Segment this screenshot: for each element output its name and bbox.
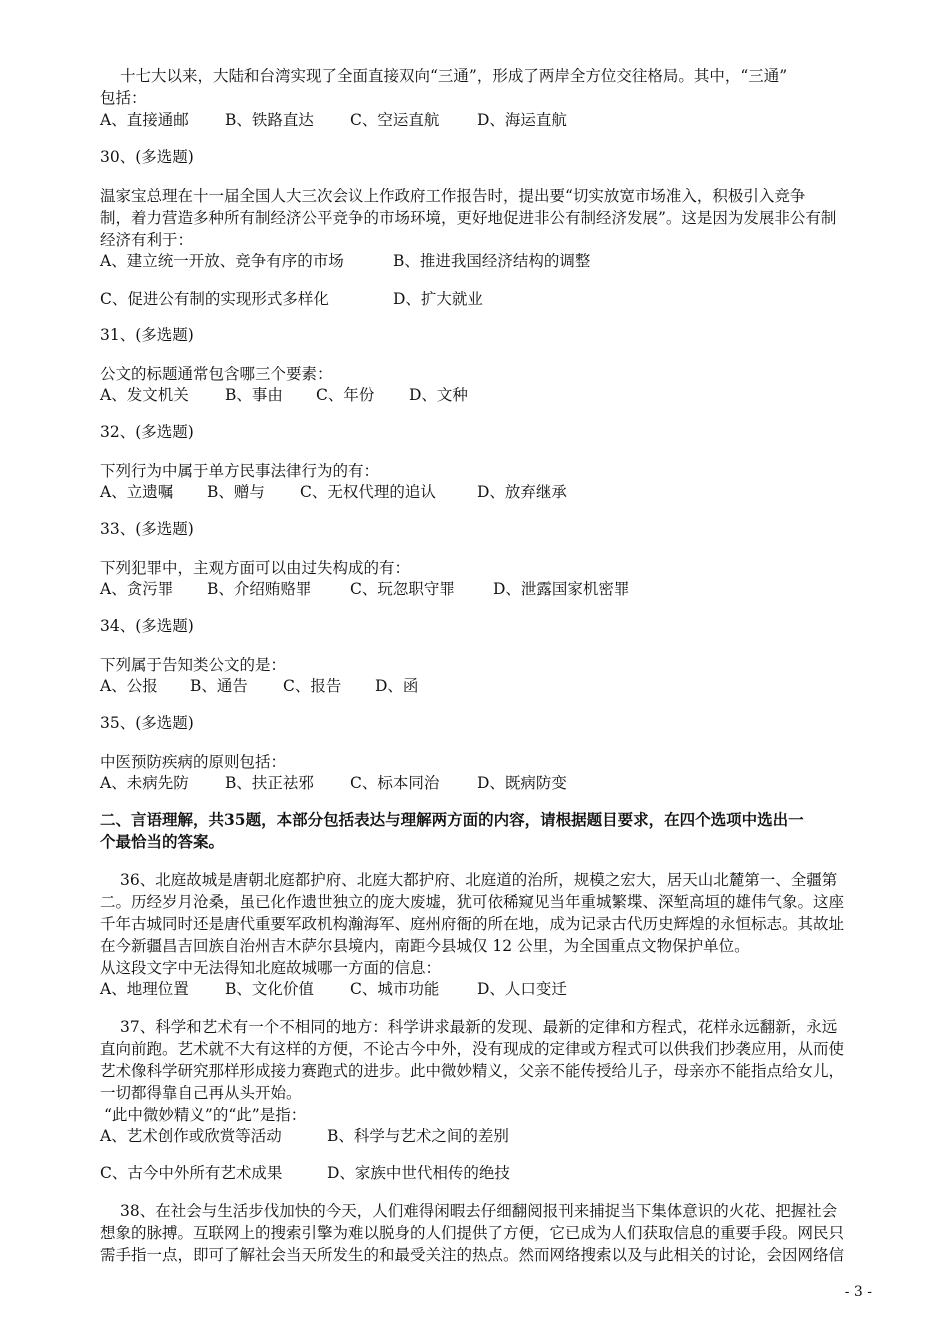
q34-header: 34、(多选题) bbox=[100, 617, 194, 635]
section-2-heading-line-1: 二、言语理解，共35题，本部分包括表达与理解两方面的内容，请根据题目要求，在四个选项中选出一 bbox=[100, 810, 804, 829]
q34-option-a: A、公报 bbox=[100, 677, 158, 695]
q30-stem-line-1: 温家宝总理在十一届全国人大三次会议上作政府工作报告时，提出要“切实放宽市场准入，积极引入竞争 bbox=[100, 187, 806, 205]
q37-option-d: D、家族中世代相传的绝技 bbox=[327, 1164, 510, 1182]
q36-stem-line-3: 千年古城同时还是唐代重要军政机构瀚海军、庭州府衙的所在地，成为记录古代历史辉煌的永恒标志。其故址 bbox=[100, 915, 845, 933]
q31-header: 31、(多选题) bbox=[100, 326, 194, 344]
q30-option-c: C、促进公有制的实现形式多样化 bbox=[100, 290, 329, 308]
q31-stem-line-1: 公文的标题通常包含哪三个要素： bbox=[100, 365, 333, 383]
q38-stem-line-1: 38、在社会与生活步伐加快的今天，人们难得闲暇去仔细翻阅报刊来捕捉当下集体意识的火花、把握社会 bbox=[120, 1202, 838, 1220]
page-number: - 3 - bbox=[844, 1284, 872, 1300]
q36-option-d: D、人口变迁 bbox=[477, 980, 567, 998]
q31-option-a: A、发文机关 bbox=[100, 386, 189, 404]
q37-option-c: C、古今中外所有艺术成果 bbox=[100, 1164, 283, 1182]
q38-stem-line-2: 想象的脉搏。互联网上的搜索引擎为难以脱身的人们提供了方便，它已成为人们获取信息的重要手段。网民只 bbox=[100, 1224, 845, 1242]
q37-stem-line-1: 37、科学和艺术有一个不相同的地方：科学讲求最新的发现、最新的定律和方程式，花样永远翻新，永远 bbox=[120, 1018, 838, 1036]
q33-stem-line-1: 下列犯罪中，主观方面可以由过失构成的有： bbox=[100, 559, 411, 577]
q36-option-b: B、文化价值 bbox=[225, 980, 314, 998]
q32-option-d: D、放弃继承 bbox=[477, 483, 567, 501]
q36-stem-line-4: 在今新疆昌吉回族自治州吉木萨尔县境内，南距今县城仅 12 公里，为全国重点文物保护单位。 bbox=[100, 937, 750, 955]
q36-option-c: C、城市功能 bbox=[350, 980, 440, 998]
q35-stem-line-1: 中医预防疾病的原则包括： bbox=[100, 753, 287, 771]
q34-option-d: D、函 bbox=[375, 677, 419, 695]
q33-option-a: A、贪污罪 bbox=[100, 580, 174, 598]
q37-stem-line-3: 艺术像科学研究那样形成接力赛跑式的进步。此中微妙精义，父亲不能传授给儿子，母亲亦不能指点给女儿， bbox=[100, 1062, 845, 1080]
q29-stem-line-2: 包括： bbox=[100, 89, 147, 107]
q32-option-c: C、无权代理的追认 bbox=[300, 483, 436, 501]
q30-option-a: A、建立统一开放、竞争有序的市场 bbox=[100, 252, 344, 270]
q32-option-a: A、立遗嘱 bbox=[100, 483, 174, 501]
q32-stem-line-1: 下列行为中属于单方民事法律行为的有： bbox=[100, 462, 380, 480]
q37-option-a: A、艺术创作或欣赏等活动 bbox=[100, 1127, 282, 1145]
q31-option-c: C、年份 bbox=[316, 386, 375, 404]
q33-option-c: C、玩忽职守罪 bbox=[350, 580, 455, 598]
q36-stem-line-1: 36、北庭故城是唐朝北庭都护府、北庭大都护府、北庭道的治所，规模之宏大，居天山北麓第一、全疆第 bbox=[120, 871, 838, 889]
q31-option-b: B、事由 bbox=[225, 386, 283, 404]
q33-option-d: D、泄露国家机密罪 bbox=[493, 580, 630, 598]
q29-option-c: C、空运直航 bbox=[350, 111, 440, 129]
q37-option-b: B、科学与艺术之间的差别 bbox=[327, 1127, 509, 1145]
q35-option-a: A、未病先防 bbox=[100, 774, 189, 792]
q30-header: 30、(多选题) bbox=[100, 148, 194, 166]
section-2-heading-line-2: 个最恰当的答案。 bbox=[100, 832, 225, 851]
q29-option-b: B、铁路直达 bbox=[225, 111, 314, 129]
q30-option-b: B、推进我国经济结构的调整 bbox=[393, 252, 591, 270]
q29-option-d: D、海运直航 bbox=[477, 111, 567, 129]
q29-stem-line-1: 十七大以来，大陆和台湾实现了全面直接双向“三通”，形成了两岸全方位交往格局。其中，“三通” bbox=[120, 67, 788, 85]
q33-option-b: B、介绍贿赂罪 bbox=[207, 580, 312, 598]
q30-stem-line-2: 制，着力营造多种所有制经济公平竞争的市场环境，更好地促进非公有制经济发展”。这是因为发展非公有制 bbox=[100, 209, 837, 227]
q35-option-b: B、扶正祛邪 bbox=[225, 774, 314, 792]
q34-option-c: C、报告 bbox=[283, 677, 342, 695]
q31-option-d: D、文种 bbox=[409, 386, 468, 404]
q36-question: 从这段文字中无法得知北庭故城哪一方面的信息： bbox=[100, 959, 442, 977]
q35-header: 35、(多选题) bbox=[100, 714, 194, 732]
q30-option-d: D、扩大就业 bbox=[393, 290, 483, 308]
q37-stem-line-2: 直向前跑。艺术就不大有这样的方便，不论古今中外，没有现成的定律或方程式可以供我们抄袭应用，从而使 bbox=[100, 1040, 845, 1058]
q35-option-c: C、标本同治 bbox=[350, 774, 440, 792]
q32-header: 32、(多选题) bbox=[100, 423, 194, 441]
q35-option-d: D、既病防变 bbox=[477, 774, 567, 792]
q30-stem-line-3: 经济有利于： bbox=[100, 231, 194, 249]
q38-stem-line-3: 需手指一点，即可了解社会当天所发生的和最受关注的热点。然而网络搜索以及与此相关的讨论，会因网络信 bbox=[100, 1246, 845, 1264]
q33-header: 33、(多选题) bbox=[100, 520, 194, 538]
q36-stem-line-2: 二。历经岁月沧桑，虽已化作遗世独立的庞大废墟，犹可依稀窥见当年重城繁堞、深堑高垣的雄伟气象。这座 bbox=[100, 893, 845, 911]
q29-option-a: A、直接通邮 bbox=[100, 111, 189, 129]
q37-stem-line-4: 一切都得靠自己再从头开始。 bbox=[100, 1084, 302, 1102]
q32-option-b: B、赠与 bbox=[207, 483, 265, 501]
q36-option-a: A、地理位置 bbox=[100, 980, 189, 998]
q37-question: “此中微妙精义”的“此”是指： bbox=[104, 1106, 307, 1124]
q34-stem-line-1: 下列属于告知类公文的是： bbox=[100, 656, 287, 674]
q34-option-b: B、通告 bbox=[190, 677, 248, 695]
